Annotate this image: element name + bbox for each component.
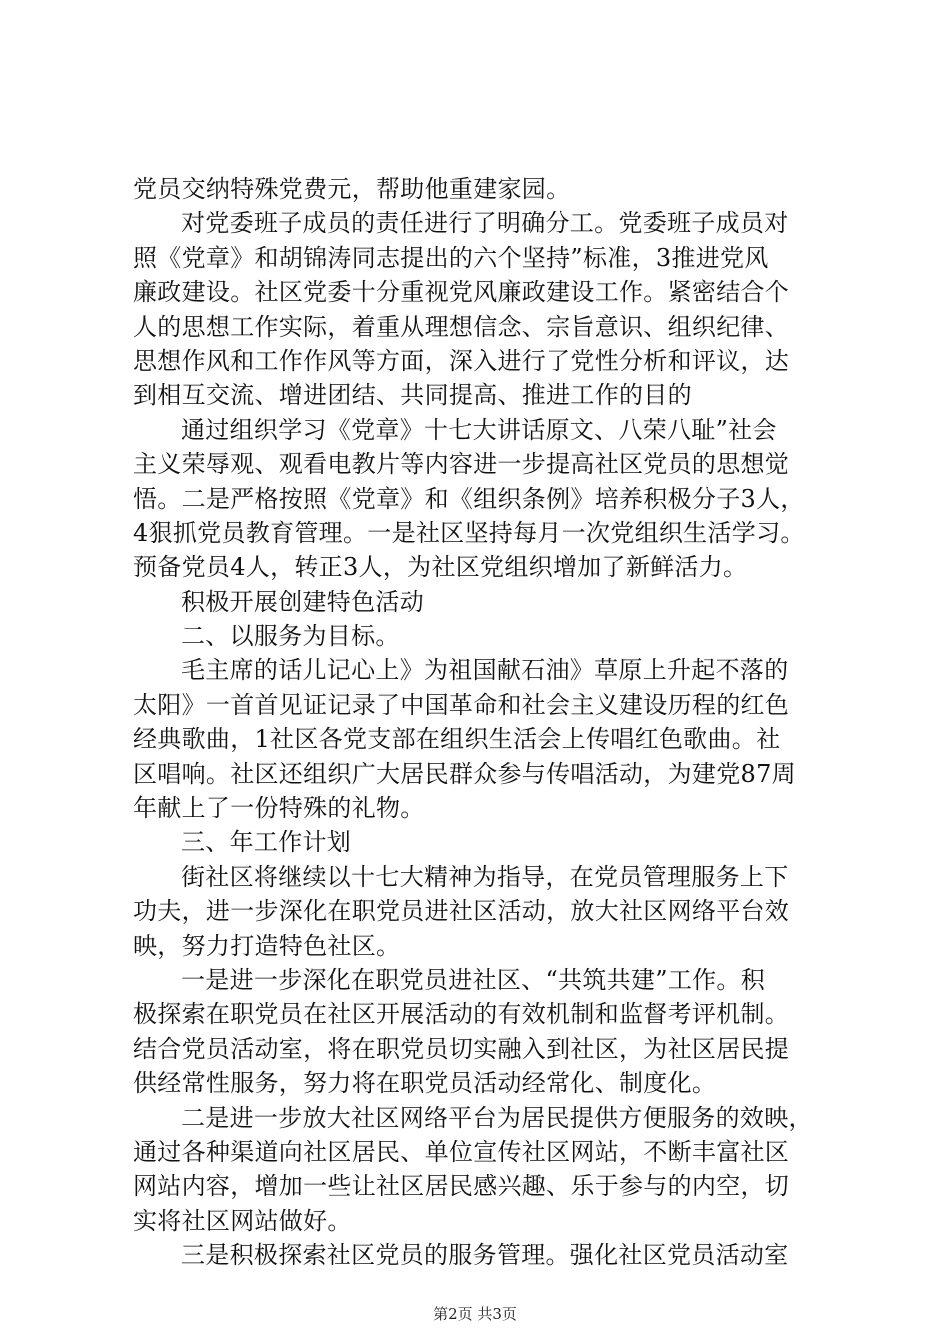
text-line: 区唱响。社区还组织广大居民群众参与传唱活动，为建党87周 — [133, 759, 796, 788]
section-heading: 三、年工作计划 — [181, 828, 352, 857]
text-line: 极探索在职党员在社区开展活动的有效机制和监督考评机制。 — [133, 1000, 790, 1029]
section-heading: 二、以服务为目标。 — [181, 622, 400, 651]
text-line: 经典歌曲，1社区各党支部在组织生活会上传唱红色歌曲。社 — [133, 725, 781, 754]
text-line: 到相互交流、增进团结、共同提高、推进工作的目的 — [133, 381, 692, 410]
paragraph-start-line: 毛主席的话儿记心上》为祖国献石油》草原上升起不落的 — [181, 656, 789, 685]
text-line: 年献上了一份特殊的礼物。 — [133, 794, 425, 823]
text-line: 网站内容，增加一些让社区居民感兴趣、乐于参与的内空，切 — [133, 1172, 790, 1201]
text-line: 照《党章》和胡锦涛同志提出的六个坚持”标准，3推进党风 — [133, 243, 769, 272]
text-line: 通过各种渠道向社区居民、单位宣传社区网站，不断丰富社区 — [133, 1137, 790, 1166]
text-line: 党员交纳特殊党费元，帮助他重建家园。 — [133, 175, 571, 203]
text-line: 实将社区网站做好。 — [133, 1206, 352, 1235]
text-line: 悟。二是严格按照《党章》和《组织条例》培养积极分子3人， — [133, 484, 805, 513]
text-line: 人的思想工作实际，着重从理想信念、宗旨意识、组织纪律、 — [133, 312, 790, 341]
document-body — [133, 172, 833, 1273]
text-line: 太阳》一首首见证记录了中国革命和社会主义建设历程的红色 — [133, 690, 790, 719]
text-line: 结合党员活动室，将在职党员切实融入到社区，为社区居民提 — [133, 1034, 790, 1063]
section-heading: 积极开展创建特色活动 — [181, 587, 424, 616]
paragraph-start-line: 通过组织学习《党章》十七大讲话原文、八荣八耻”社会 — [181, 415, 777, 444]
page-number-footer: 第2页 共3页 — [433, 1305, 517, 1323]
text-line: 廉政建设。社区党委十分重视党风廉政建设工作。紧密结合个 — [133, 278, 790, 307]
text-line: 映，努力打造特色社区。 — [133, 931, 401, 960]
text-line: 主义荣辱观、观看电教片等内容进一步提高社区党员的思想觉 — [133, 450, 790, 479]
paragraph-start-line: 街社区将继续以十七大精神为指导，在党员管理服务上下 — [181, 862, 789, 891]
paragraph-start-line: 对党委班子成员的责任进行了明确分工。党委班子成员对 — [181, 209, 789, 238]
paragraph-start-line: 一是进一步深化在职党员进社区、“共筑共建”工作。积 — [181, 965, 766, 994]
text-line: 供经常性服务，努力将在职党员活动经常化、制度化。 — [133, 1069, 717, 1098]
text-line: 思想作风和工作作风等方面，深入进行了党性分析和评议，达 — [133, 346, 790, 375]
paragraph-start-line: 二是进一步放大社区网络平台为居民提供方便服务的效映， — [181, 1103, 813, 1132]
text-line: 功夫，进一步深化在职党员进社区活动，放大社区网络平台效 — [133, 897, 790, 926]
paragraph-start-line: 三是积极探索社区党员的服务管理。强化社区党员活动室 — [181, 1241, 789, 1270]
text-line: 预备党员4人，转正3人，为社区党组织增加了新鲜活力。 — [133, 553, 748, 582]
text-line: 4狠抓党员教育管理。一是社区坚持每月一次党组织生活学习。 — [133, 518, 805, 547]
